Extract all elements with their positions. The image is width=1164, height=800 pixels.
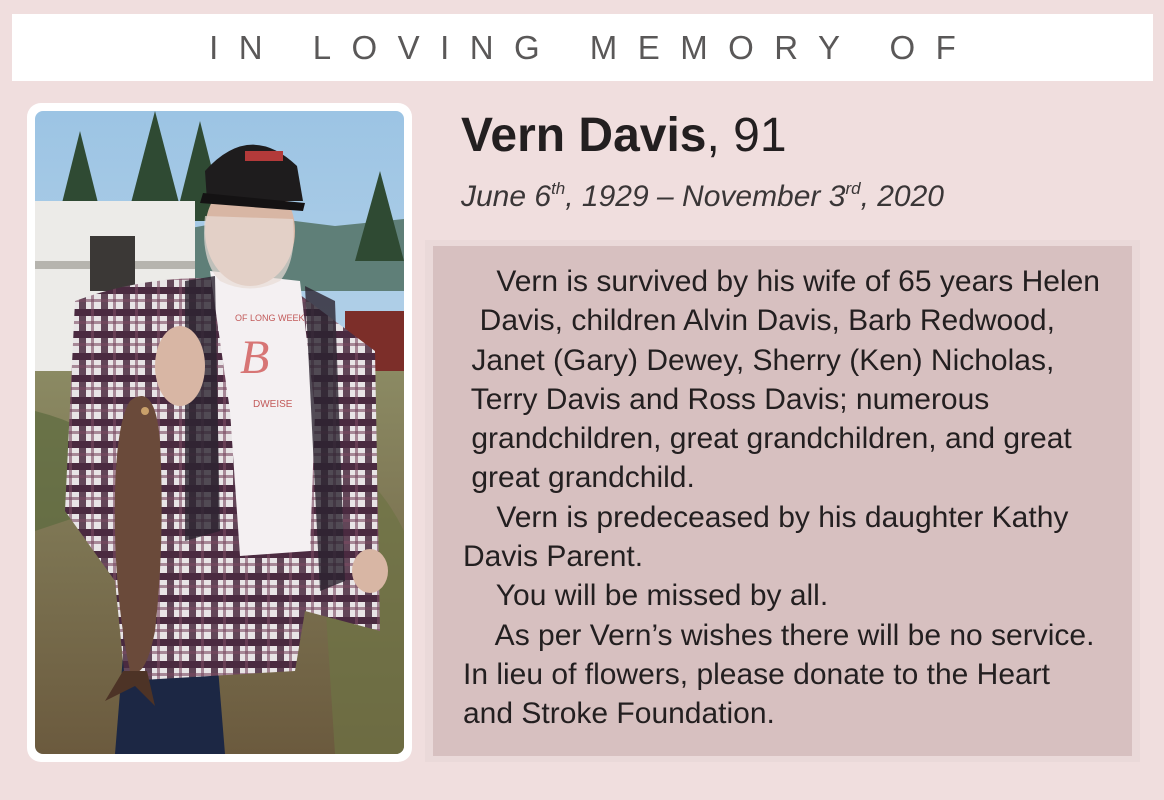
deceased-heading	[461, 108, 787, 163]
obituary-line: grandchildren, great grandchildren, and great	[463, 422, 1072, 456]
obituary-body	[463, 262, 1100, 734]
birth-day: June 6	[461, 180, 552, 213]
obituary-line: As per Vern’s wishes there will be no service.	[463, 618, 1095, 652]
portrait-photo	[35, 111, 404, 754]
banner-title: IN LOVING MEMORY OF	[209, 28, 977, 66]
shirt-brand: DWEISE	[253, 399, 293, 410]
obituary-text-panel	[433, 246, 1132, 756]
death-suffix: rd	[845, 179, 861, 198]
shirt-logo: B	[240, 331, 270, 384]
obituary-line: Terry Davis and Ross Davis; numerous	[463, 382, 990, 416]
birth-year-and-death-day: , 1929 – November 3	[565, 180, 846, 213]
obituary-line: Vern is survived by his wife of 65 years Helen	[463, 265, 1100, 298]
obituary-text-box	[425, 240, 1140, 762]
obituary-line: Davis, children Alvin Davis, Barb Redwood,	[463, 304, 1055, 338]
obituary-line: You will be missed by all.	[463, 579, 829, 613]
birth-suffix: th	[551, 179, 566, 198]
deceased-name: Vern Davis	[461, 109, 707, 162]
obituary-line: and Stroke Foundation.	[463, 697, 775, 731]
life-dates	[461, 180, 944, 214]
obituary-line: Janet (Gary) Dewey, Sherry (Ken) Nicholas,	[463, 343, 1055, 377]
deceased-age: , 91	[706, 109, 787, 162]
death-year: , 2020	[860, 180, 944, 213]
obituary-line: In lieu of flowers, please donate to the Heart	[463, 657, 1051, 691]
obituary-line: Davis Parent.	[463, 540, 644, 574]
portrait-photo-illustration	[35, 111, 404, 754]
obituary-line: great grandchild.	[463, 461, 695, 495]
obituary-line: Vern is predeceased by his daughter Kathy	[463, 500, 1069, 534]
photo-frame	[27, 103, 412, 762]
shirt-text: OF LONG WEEK	[235, 313, 305, 323]
memorial-banner	[12, 14, 1153, 81]
